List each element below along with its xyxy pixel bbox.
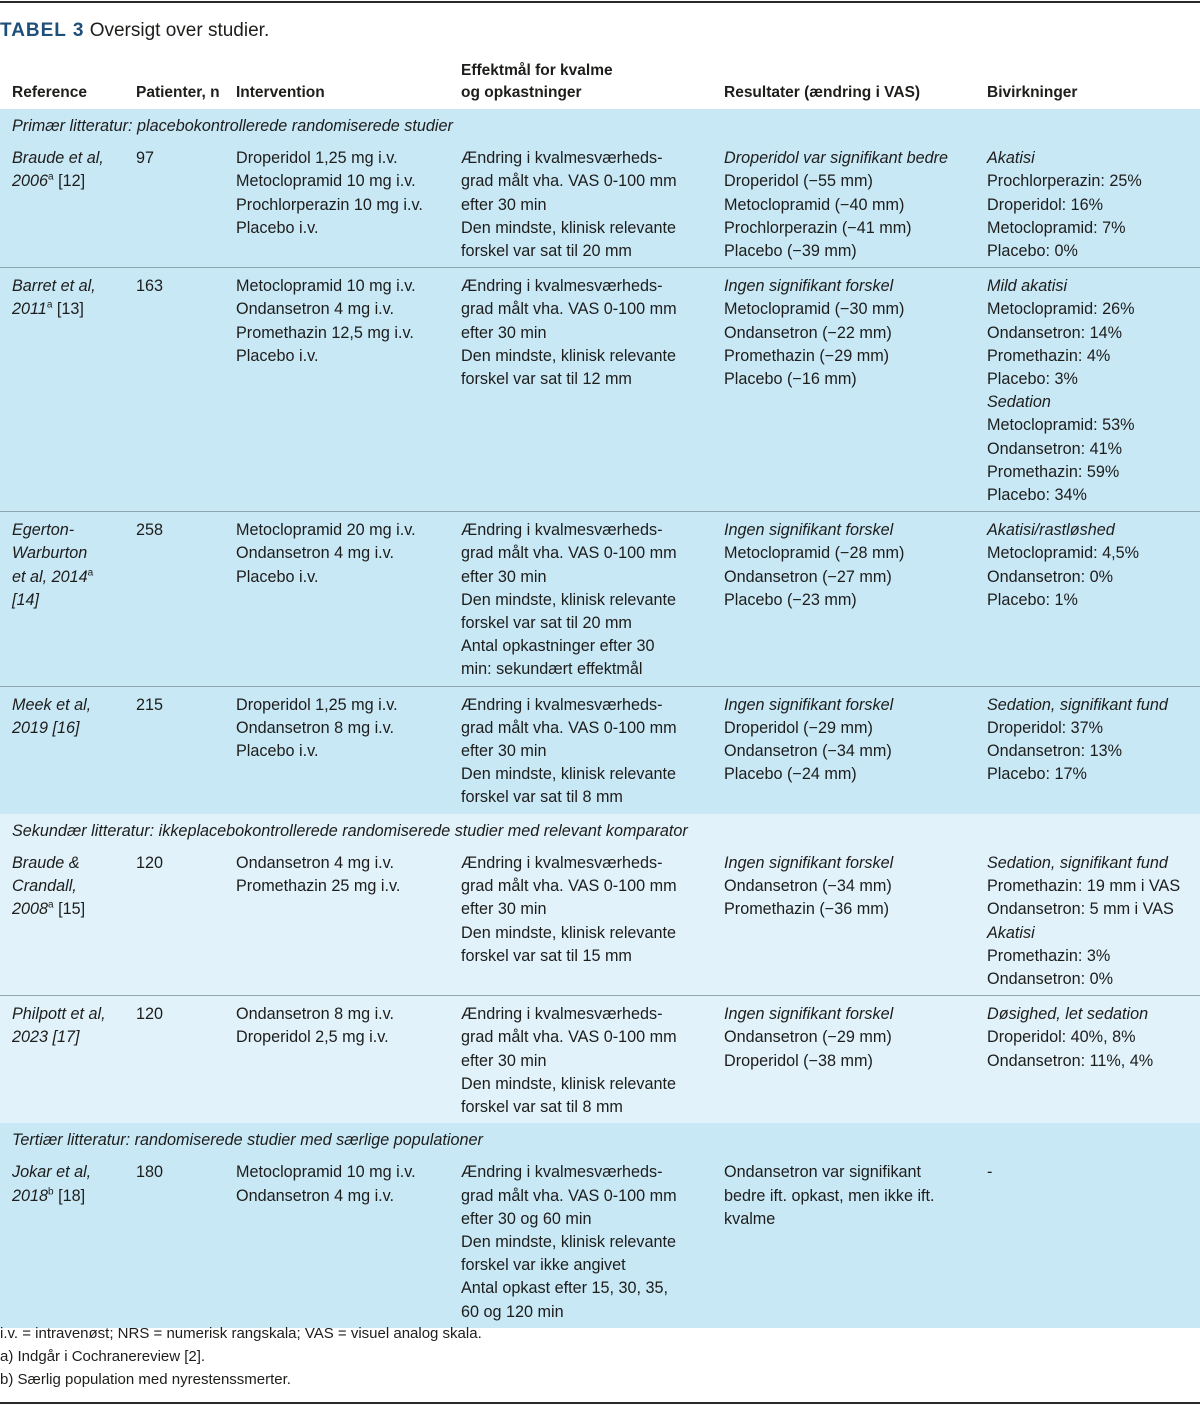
effect-line: forskel var sat til 8 mm [461, 788, 623, 807]
reference-line [12, 147, 124, 170]
intervention-line: Metoclopramid 10 mg i.v. [236, 1163, 416, 1182]
reference-line [12, 589, 124, 612]
side-effect-line: Ondansetron: 41% [987, 439, 1122, 458]
side-effect-line: Ondansetron: 11%, 4% [987, 1051, 1154, 1070]
results-summary: Ingen signifikant forskel [724, 1005, 894, 1024]
results-line: Promethazin (−36 mm) [724, 900, 890, 919]
reference-text: Warburton [12, 544, 88, 563]
side-effect-line: Droperidol: 40%, 8% [987, 1028, 1136, 1047]
side-effect-line: Placebo: 17% [987, 765, 1087, 784]
side-effect-line: Ondansetron: 0% [987, 969, 1113, 988]
reference-line [12, 1003, 124, 1026]
results-line: Droperidol (−55 mm) [724, 172, 873, 191]
effect-line: grad målt vha. VAS 0-100 mm [461, 877, 677, 896]
effect-line: grad målt vha. VAS 0-100 mm [461, 300, 677, 319]
reference-cell [0, 686, 124, 814]
header-reference: Reference [12, 84, 87, 101]
side-effect-line: Placebo: 1% [987, 590, 1078, 609]
results-cell [712, 512, 975, 686]
patients-cell: 180 [124, 1154, 224, 1327]
header-side-effects: Bivirkninger [987, 84, 1078, 101]
effect-line: forskel var sat til 12 mm [461, 370, 632, 389]
results-summary: Ingen signifikant forskel [724, 695, 894, 714]
side-effect-line: Droperidol: 37% [987, 718, 1104, 737]
reference-cell [0, 512, 124, 686]
effect-line: 60 og 120 min [461, 1302, 564, 1321]
reference-text: et al, 2014 [12, 567, 88, 586]
reference-text: Meek et al, [12, 695, 92, 714]
side-effects-cell [975, 140, 1200, 268]
side-effects-cell [975, 268, 1200, 512]
table-caption [0, 20, 269, 42]
results-line: Ondansetron (−27 mm) [724, 567, 892, 586]
intervention-line: Ondansetron 4 mg i.v. [236, 853, 395, 872]
intervention-cell [224, 845, 449, 996]
reference-line [12, 852, 124, 875]
reference-line [12, 542, 124, 565]
section-title-row [0, 1123, 1200, 1154]
effect-cell [449, 686, 712, 814]
reference-citation: [15] [53, 900, 86, 919]
effect-line: Ændring i kvalmesværheds- [461, 1005, 663, 1024]
effect-line: Den mindste, klinisk relevante [461, 218, 677, 237]
reference-line [12, 898, 124, 921]
section-title: Primær litteratur: placebokontrollerede randomiserede studier [0, 109, 1200, 140]
effect-line: Den mindste, klinisk relevante [461, 1232, 677, 1251]
effect-line: forskel var sat til 8 mm [461, 1097, 623, 1116]
reference-text: 2011 [12, 300, 47, 319]
reference-text: [14] [12, 590, 40, 609]
side-effect-line: Prochlorperazin: 25% [987, 172, 1142, 191]
results-line: Droperidol (−38 mm) [724, 1051, 873, 1070]
side-effect-line: Promethazin: 19 mm i VAS [987, 877, 1181, 896]
results-cell [712, 996, 975, 1124]
study-row [0, 512, 1200, 686]
intervention-line: Ondansetron 4 mg i.v. [236, 544, 395, 563]
effect-cell [449, 996, 712, 1124]
header-effect-line2: og opkastninger [461, 84, 582, 101]
results-line: Ondansetron (−29 mm) [724, 1028, 892, 1047]
intervention-line: Ondansetron 4 mg i.v. [236, 300, 395, 319]
effect-line: grad målt vha. VAS 0-100 mm [461, 1028, 677, 1047]
effect-line: grad målt vha. VAS 0-100 mm [461, 1186, 677, 1205]
side-effects-cell [975, 996, 1200, 1124]
intervention-line: Placebo i.v. [236, 218, 319, 237]
caption-label: TABEL 3 [0, 20, 85, 41]
reference-line [12, 1185, 124, 1208]
header-effect-line1: Effektmål for kvalme [461, 62, 613, 79]
results-line: Ondansetron (−34 mm) [724, 877, 892, 896]
intervention-cell [224, 140, 449, 268]
study-row [0, 1154, 1200, 1327]
intervention-line: Placebo i.v. [236, 567, 319, 586]
effect-line: grad målt vha. VAS 0-100 mm [461, 544, 677, 563]
results-cell [712, 845, 975, 996]
intervention-line: Droperidol 1,25 mg i.v. [236, 149, 398, 168]
reference-text: 2019 [16] [12, 718, 80, 737]
effect-cell [449, 268, 712, 512]
effect-line: Den mindste, klinisk relevante [461, 923, 677, 942]
results-summary: Ingen signifikant forskel [724, 853, 894, 872]
effect-line: Ændring i kvalmesværheds- [461, 521, 663, 540]
side-effect-line: Ondansetron: 13% [987, 742, 1122, 761]
results-cell [712, 686, 975, 814]
effect-line: Den mindste, klinisk relevante [461, 1074, 677, 1093]
results-line: bedre ift. opkast, men ikke ift. [724, 1186, 935, 1205]
effect-line: Den mindste, klinisk relevante [461, 346, 677, 365]
reference-text: Philpott et al, [12, 1005, 106, 1024]
study-row [0, 845, 1200, 996]
intervention-line: Ondansetron 8 mg i.v. [236, 1005, 395, 1024]
results-line: Metoclopramid (−30 mm) [724, 300, 905, 319]
effect-line: Antal opkast efter 15, 30, 35, [461, 1279, 668, 1298]
effect-cell [449, 140, 712, 268]
section-title-row [0, 109, 1200, 140]
intervention-line: Promethazin 12,5 mg i.v. [236, 323, 414, 342]
header-effect [449, 58, 712, 109]
side-effect-line: Sedation, signifikant fund [987, 853, 1168, 872]
results-line: Ondansetron (−34 mm) [724, 742, 892, 761]
reference-cell [0, 996, 124, 1124]
effect-line: forskel var ikke angivet [461, 1256, 626, 1275]
section-title: Tertiær litteratur: randomiserede studier med særlige populationer [0, 1123, 1200, 1154]
section-tertiary [0, 1123, 1200, 1328]
side-effect-line: Akatisi/rastløshed [987, 521, 1115, 540]
results-line: Placebo (−24 mm) [724, 765, 857, 784]
effect-line: min: sekundært effektmål [461, 660, 643, 679]
effect-cell [449, 1154, 712, 1327]
side-effect-line: Placebo: 34% [987, 486, 1087, 505]
reference-line [12, 1026, 124, 1049]
results-line: Metoclopramid (−40 mm) [724, 195, 905, 214]
side-effect-line: Promethazin: 59% [987, 462, 1120, 481]
reference-line [12, 519, 124, 542]
side-effects-cell [975, 686, 1200, 814]
study-row [0, 140, 1200, 268]
side-effect-line: Ondansetron: 14% [987, 323, 1122, 342]
intervention-line: Ondansetron 8 mg i.v. [236, 718, 395, 737]
effect-line: forskel var sat til 20 mm [461, 242, 632, 261]
reference-line [12, 694, 124, 717]
results-line: Ondansetron (−22 mm) [724, 323, 892, 342]
effect-line: Den mindste, klinisk relevante [461, 765, 677, 784]
effect-line: forskel var sat til 20 mm [461, 614, 632, 633]
studies-table [0, 58, 1200, 1328]
results-line: kvalme [724, 1209, 776, 1228]
reference-text: 2006 [12, 172, 49, 191]
side-effects-cell [975, 845, 1200, 996]
side-effect-line: Ondansetron: 5 mm i VAS [987, 900, 1174, 919]
side-effect-line: Akatisi [987, 149, 1035, 168]
intervention-line: Droperidol 2,5 mg i.v. [236, 1028, 389, 1047]
results-line: Prochlorperazin (−41 mm) [724, 218, 912, 237]
footnote-a: a) Indgår i Cochranereview [2]. [0, 1348, 206, 1365]
results-line: Ondansetron var signifikant [724, 1163, 922, 1182]
effect-line: efter 30 og 60 min [461, 1209, 592, 1228]
side-effect-line: Ondansetron: 0% [987, 567, 1113, 586]
reference-text: 2008 [12, 900, 49, 919]
effect-cell [449, 845, 712, 996]
effect-line: Den mindste, klinisk relevante [461, 590, 677, 609]
reference-text: Braude & [12, 853, 80, 872]
patients-cell: 120 [124, 845, 224, 996]
reference-superscript: a [87, 567, 94, 579]
intervention-line: Droperidol 1,25 mg i.v. [236, 695, 398, 714]
reference-text: Jokar et al, [12, 1163, 92, 1182]
intervention-cell [224, 686, 449, 814]
effect-line: Antal opkastninger efter 30 [461, 637, 655, 656]
side-effects-cell [975, 1154, 1200, 1327]
effect-line: Ændring i kvalmesværheds- [461, 695, 663, 714]
effect-line: Ændring i kvalmesværheds- [461, 1163, 663, 1182]
side-effect-line: Promethazin: 3% [987, 946, 1111, 965]
reference-line [12, 275, 124, 298]
side-effect-line: Metoclopramid: 7% [987, 218, 1126, 237]
effect-line: efter 30 min [461, 567, 547, 586]
effect-line: grad målt vha. VAS 0-100 mm [461, 718, 677, 737]
intervention-line: Ondansetron 4 mg i.v. [236, 1186, 395, 1205]
section-title-row [0, 814, 1200, 845]
patients-cell: 215 [124, 686, 224, 814]
study-row [0, 996, 1200, 1124]
header-intervention: Intervention [236, 84, 325, 101]
table-header [0, 58, 1200, 109]
intervention-line: Placebo i.v. [236, 346, 319, 365]
top-rule [0, 1, 1200, 3]
reference-text: Crandall, [12, 877, 77, 896]
reference-cell [0, 845, 124, 996]
results-cell [712, 268, 975, 512]
effect-line: efter 30 min [461, 742, 547, 761]
section-primary [0, 109, 1200, 814]
footnote-b: b) Særlig population med nyrestenssmerter. [0, 1371, 291, 1388]
effect-line: efter 30 min [461, 900, 547, 919]
results-line: Droperidol (−29 mm) [724, 718, 873, 737]
intervention-line: Metoclopramid 20 mg i.v. [236, 521, 416, 540]
patients-cell: 120 [124, 996, 224, 1124]
reference-line [12, 566, 124, 589]
side-effect-line: Droperidol: 16% [987, 195, 1104, 214]
reference-cell [0, 268, 124, 512]
patients-cell: 258 [124, 512, 224, 686]
intervention-line: Placebo i.v. [236, 742, 319, 761]
intervention-cell [224, 996, 449, 1124]
reference-superscript: a [48, 899, 54, 911]
effect-line: efter 30 min [461, 1051, 547, 1070]
intervention-cell [224, 1154, 449, 1327]
bottom-rule [0, 1402, 1200, 1404]
intervention-line: Prochlorperazin 10 mg i.v. [236, 195, 423, 214]
patients-cell: 97 [124, 140, 224, 268]
side-effect-line: Mild akatisi [987, 277, 1068, 296]
reference-text: 2018 [12, 1186, 49, 1205]
side-effect-line: Sedation [987, 393, 1051, 412]
reference-text: Barret et al, [12, 277, 96, 296]
side-effect-line: Placebo: 3% [987, 370, 1078, 389]
patients-cell: 163 [124, 268, 224, 512]
effect-line: efter 30 min [461, 195, 547, 214]
results-summary: Ingen signifikant forskel [724, 521, 894, 540]
reference-line [12, 298, 124, 321]
reference-text: Egerton- [12, 521, 75, 540]
caption-text: Oversigt over studier. [89, 20, 270, 41]
intervention-line: Promethazin 25 mg i.v. [236, 877, 401, 896]
header-results: Resultater (ændring i VAS) [724, 84, 921, 101]
side-effect-line: Metoclopramid: 53% [987, 416, 1135, 435]
side-effect-line: Sedation, signifikant fund [987, 695, 1168, 714]
side-effect-line: Placebo: 0% [987, 242, 1078, 261]
reference-line [12, 170, 124, 193]
reference-citation: [12] [53, 172, 86, 191]
section-title: Sekundær litteratur: ikkeplacebokontrollerede randomiserede studier med relevant komparator [0, 814, 1200, 845]
reference-cell [0, 1154, 124, 1327]
effect-cell [449, 512, 712, 686]
results-cell [712, 1154, 975, 1327]
effect-line: efter 30 min [461, 323, 547, 342]
results-summary: Ingen signifikant forskel [724, 277, 894, 296]
results-cell [712, 140, 975, 268]
reference-line [12, 875, 124, 898]
effect-line: Ændring i kvalmesværheds- [461, 149, 663, 168]
effect-line: forskel var sat til 15 mm [461, 946, 632, 965]
reference-text: 2023 [17] [12, 1028, 80, 1047]
study-row [0, 686, 1200, 814]
section-secondary [0, 814, 1200, 1123]
reference-line [12, 1161, 124, 1184]
side-effect-line: - [987, 1163, 993, 1182]
effect-line: Ændring i kvalmesværheds- [461, 277, 663, 296]
study-row [0, 268, 1200, 512]
results-line: Placebo (−23 mm) [724, 590, 857, 609]
reference-citation: [13] [52, 300, 84, 319]
reference-superscript: a [46, 300, 53, 312]
header-row [0, 58, 1200, 109]
intervention-cell [224, 512, 449, 686]
results-line: Metoclopramid (−28 mm) [724, 544, 905, 563]
side-effect-line: Metoclopramid: 4,5% [987, 544, 1140, 563]
intervention-line: Metoclopramid 10 mg i.v. [236, 277, 416, 296]
side-effects-cell [975, 512, 1200, 686]
results-line: Placebo (−39 mm) [724, 242, 857, 261]
reference-cell [0, 140, 124, 268]
results-line: Promethazin (−29 mm) [724, 346, 890, 365]
side-effect-line: Døsighed, let sedation [987, 1005, 1149, 1024]
side-effect-line: Metoclopramid: 26% [987, 300, 1135, 319]
results-summary: Droperidol var signifikant bedre [724, 149, 949, 168]
reference-citation: [18] [53, 1186, 86, 1205]
reference-text: Braude et al, [12, 149, 104, 168]
results-line: Placebo (−16 mm) [724, 370, 857, 389]
reference-superscript: b [48, 1186, 54, 1198]
reference-superscript: a [48, 172, 54, 184]
side-effect-line: Promethazin: 4% [987, 346, 1111, 365]
intervention-cell [224, 268, 449, 512]
header-patients: Patienter, n [136, 84, 220, 101]
reference-line [12, 717, 124, 740]
side-effect-line: Akatisi [987, 923, 1035, 942]
intervention-line: Metoclopramid 10 mg i.v. [236, 172, 416, 191]
footnote-abbreviations: i.v. = intravenøst; NRS = numerisk rangskala; VAS = visuel analog skala. [0, 1325, 482, 1342]
effect-line: Ændring i kvalmesværheds- [461, 853, 663, 872]
footnotes [0, 1322, 482, 1391]
effect-line: grad målt vha. VAS 0-100 mm [461, 172, 677, 191]
